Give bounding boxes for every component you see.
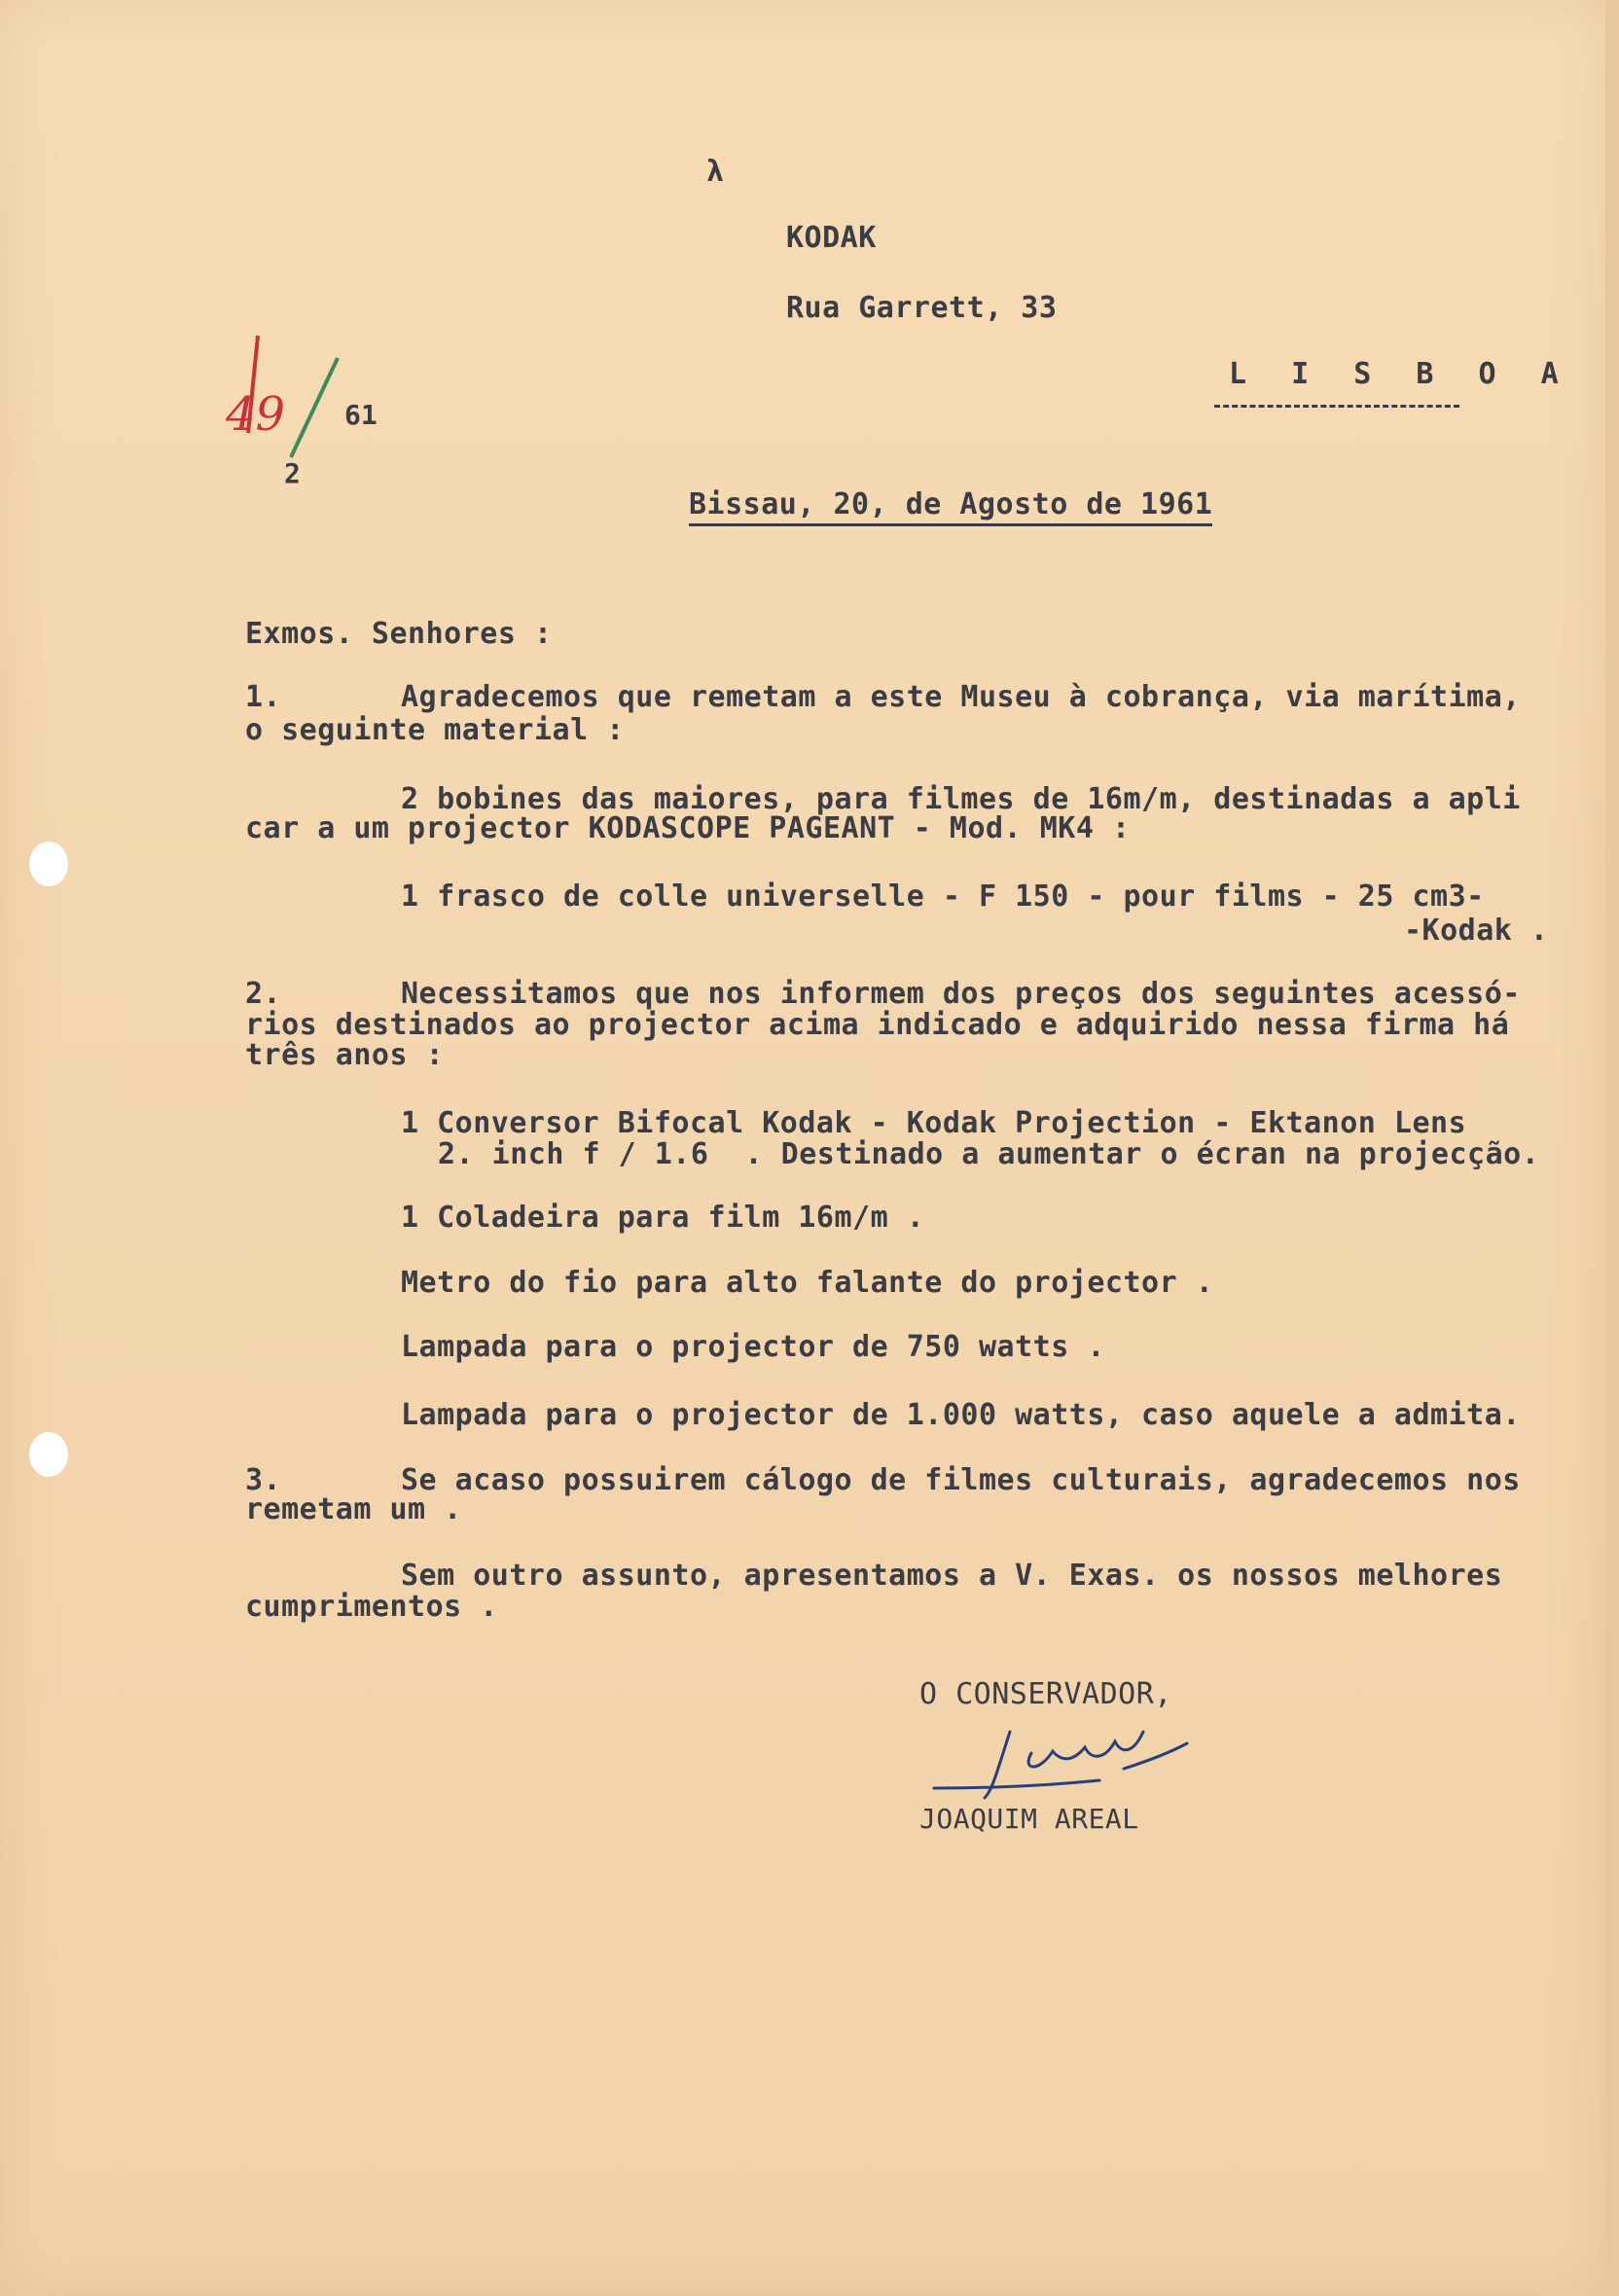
item-coladeira: 1 Coladeira para film 16m/m . [401,1201,925,1235]
item-colle-line2: -Kodak . [1404,914,1549,948]
salutation: Exmos. Senhores : [245,617,553,651]
signature-name: JOAQUIM AREAL [919,1803,1139,1835]
item-conversor-line1: 1 Conversor Bifocal Kodak - Kodak Projection - Ektanon Lens [401,1106,1467,1140]
item-lampada-1000: Lampada para o projector de 1.000 watts, caso aquele a admita. [401,1398,1521,1432]
paragraph-1-number: 1. [245,680,282,714]
paragraph-3-line1: Se acaso possuirem cálogo de filmes culturais, agradecemos nos [401,1463,1521,1497]
item-bobines-line2: car a um projector KODASCOPE PAGEANT - Mod. MK4 : [245,811,1131,845]
item-lampada-750: Lampada para o projector de 750 watts . [401,1330,1105,1364]
paragraph-1-line2: o seguinte material : [245,713,625,747]
paragraph-2-number: 2. [245,977,282,1011]
recipient-city: L I S B O A [1229,357,1572,391]
item-fio: Metro do fio para alto falante do projector . [401,1266,1214,1300]
paragraph-3-line2: remetam um . [245,1492,462,1526]
item-colle-line1: 1 frasco de colle universelle - F 150 - pour films - 25 cm3- [401,879,1485,914]
city-underline [1214,405,1459,408]
item-bobines-line1: 2 bobines das maiores, para filmes de 16m/m, destinadas a apli [401,782,1521,816]
file-number-sub: 2 [284,457,301,489]
punch-hole-bottom [29,1432,68,1477]
punch-hole-top [29,842,68,886]
signature-title: O CONSERVADOR, [919,1677,1172,1711]
page-edge [1605,0,1619,2296]
file-number-year: 61 [344,399,378,431]
green-slash [277,350,355,467]
paragraph-2-line3: três anos : [245,1038,445,1072]
letter-date: Bissau, 20, de Agosto de 1961 [689,488,1212,526]
paragraph-3-number: 3. [245,1463,282,1497]
paragraph-2-line2: rios destinados ao projector acima indicado e adquirido nessa firma há [245,1008,1510,1042]
closing-line1: Sem outro assunto, apresentamos a V. Exas. os nossos melhores [401,1559,1503,1593]
file-number-hand: 49 [226,387,286,442]
header-mark: λ [706,155,725,189]
paragraph-1-line1: Agradecemos que remetam a este Museu à cobrança, via marítima, [401,680,1521,714]
paragraph-2-line1: Necessitamos que nos informem dos preços dos seguintes acessó- [401,977,1521,1011]
recipient-company: KODAK [786,221,877,255]
closing-line2: cumprimentos . [245,1590,498,1624]
item-conversor-line2: 2. inch f / 1.6 . Destinado a aumentar o écran na projecção. [438,1137,1540,1171]
recipient-street: Rua Garrett, 33 [786,291,1058,325]
